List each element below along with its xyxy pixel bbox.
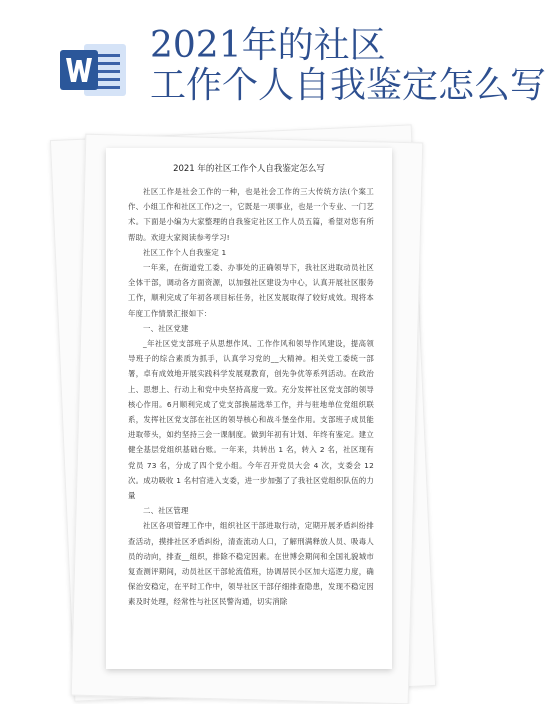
document-body [106,184,392,610]
banner-title [150,25,546,106]
intro-paragraph: 社区工作是社会工作的一种，也是社会工作的三大传统方法(个案工作、小组工作和社区工作)之一，它既是一项事业，也是一个专业、一门艺术。下面是小编为大家整理的自我鉴定社区工作人员五篇，希望对您有所帮助。欢迎大家阅读参考学习! [128,187,374,242]
word-icon [60,40,128,100]
section-heading-management: 二、社区管理 [143,506,189,516]
section-heading-1: 社区工作个人自我鉴定 1 [143,247,227,257]
summary-paragraph: 一年来，在街道党工委、办事处的正确领导下，我社区进取动员社区全体干部，调动各方面资源，以加强社区建设为中心，认真开展社区服务工作，顺利完成了年初各项目标任务，社区发展取得了较好成效。现将本年度工作情景汇报如下： [128,263,374,318]
document-title: 2021 年的社区工作个人自我鉴定怎么写 [173,164,325,174]
banner-title-line1: 2021年的社区 [150,25,386,66]
section-heading-party: 一、社区党建 [143,323,189,333]
banner-title-line2: 工作个人自我鉴定怎么写 [150,65,546,106]
management-paragraph: 社区各项管理工作中，组织社区干部进取行动，定期开展矛盾纠纷排查活动，摸排社区矛盾纠纷，清查流动人口，了解刑满释放人员、吸毒人员的动向，排查__组织，排除不稳定因素。在世博会期间和全国礼貌城市复查测评期间，动员社区干部轮流值班，协调居民小区加大巡逻力度，确保治安稳定，在平时工作中，领导社区干部仔细排查隐患，发现不稳定因素及时处理，经常性与社区民警沟通，切实消除 [128,521,374,607]
party-paragraph: _年社区党支部班子从思想作风、工作作风和领导作风建设，提高领导班子的综合素质为抓手，认真学习党的__大精神。相关党工委统一部署，卓有成效地开展实践科学发展观教育，创先争优等系列活动。在政治上、思想上、行动上和党中央坚持高度一致。充分发挥社区党支部的领导核心作用。6月顺利完成了党支部换届选举工作，并与驻地单位党组织联系，发挥社区党支部在社区的领导核心和战斗堡垒作用。支部班子成员能进取带头，如约坚持三会一课制度。做到年初有计划、年终有鉴定。建立健全基层党组织基础台账。一年来，共转出 1 名，转入 2 名，社区现有党员 73 名，分成了四个党小组。今年召开党员大会 4 次，支委会 12 次。成功吸收 1 名村官进入支委，进一步加强了了我社区党组织队伍的力量 [128,339,374,501]
document-page [106,148,392,669]
banner [0,0,546,118]
